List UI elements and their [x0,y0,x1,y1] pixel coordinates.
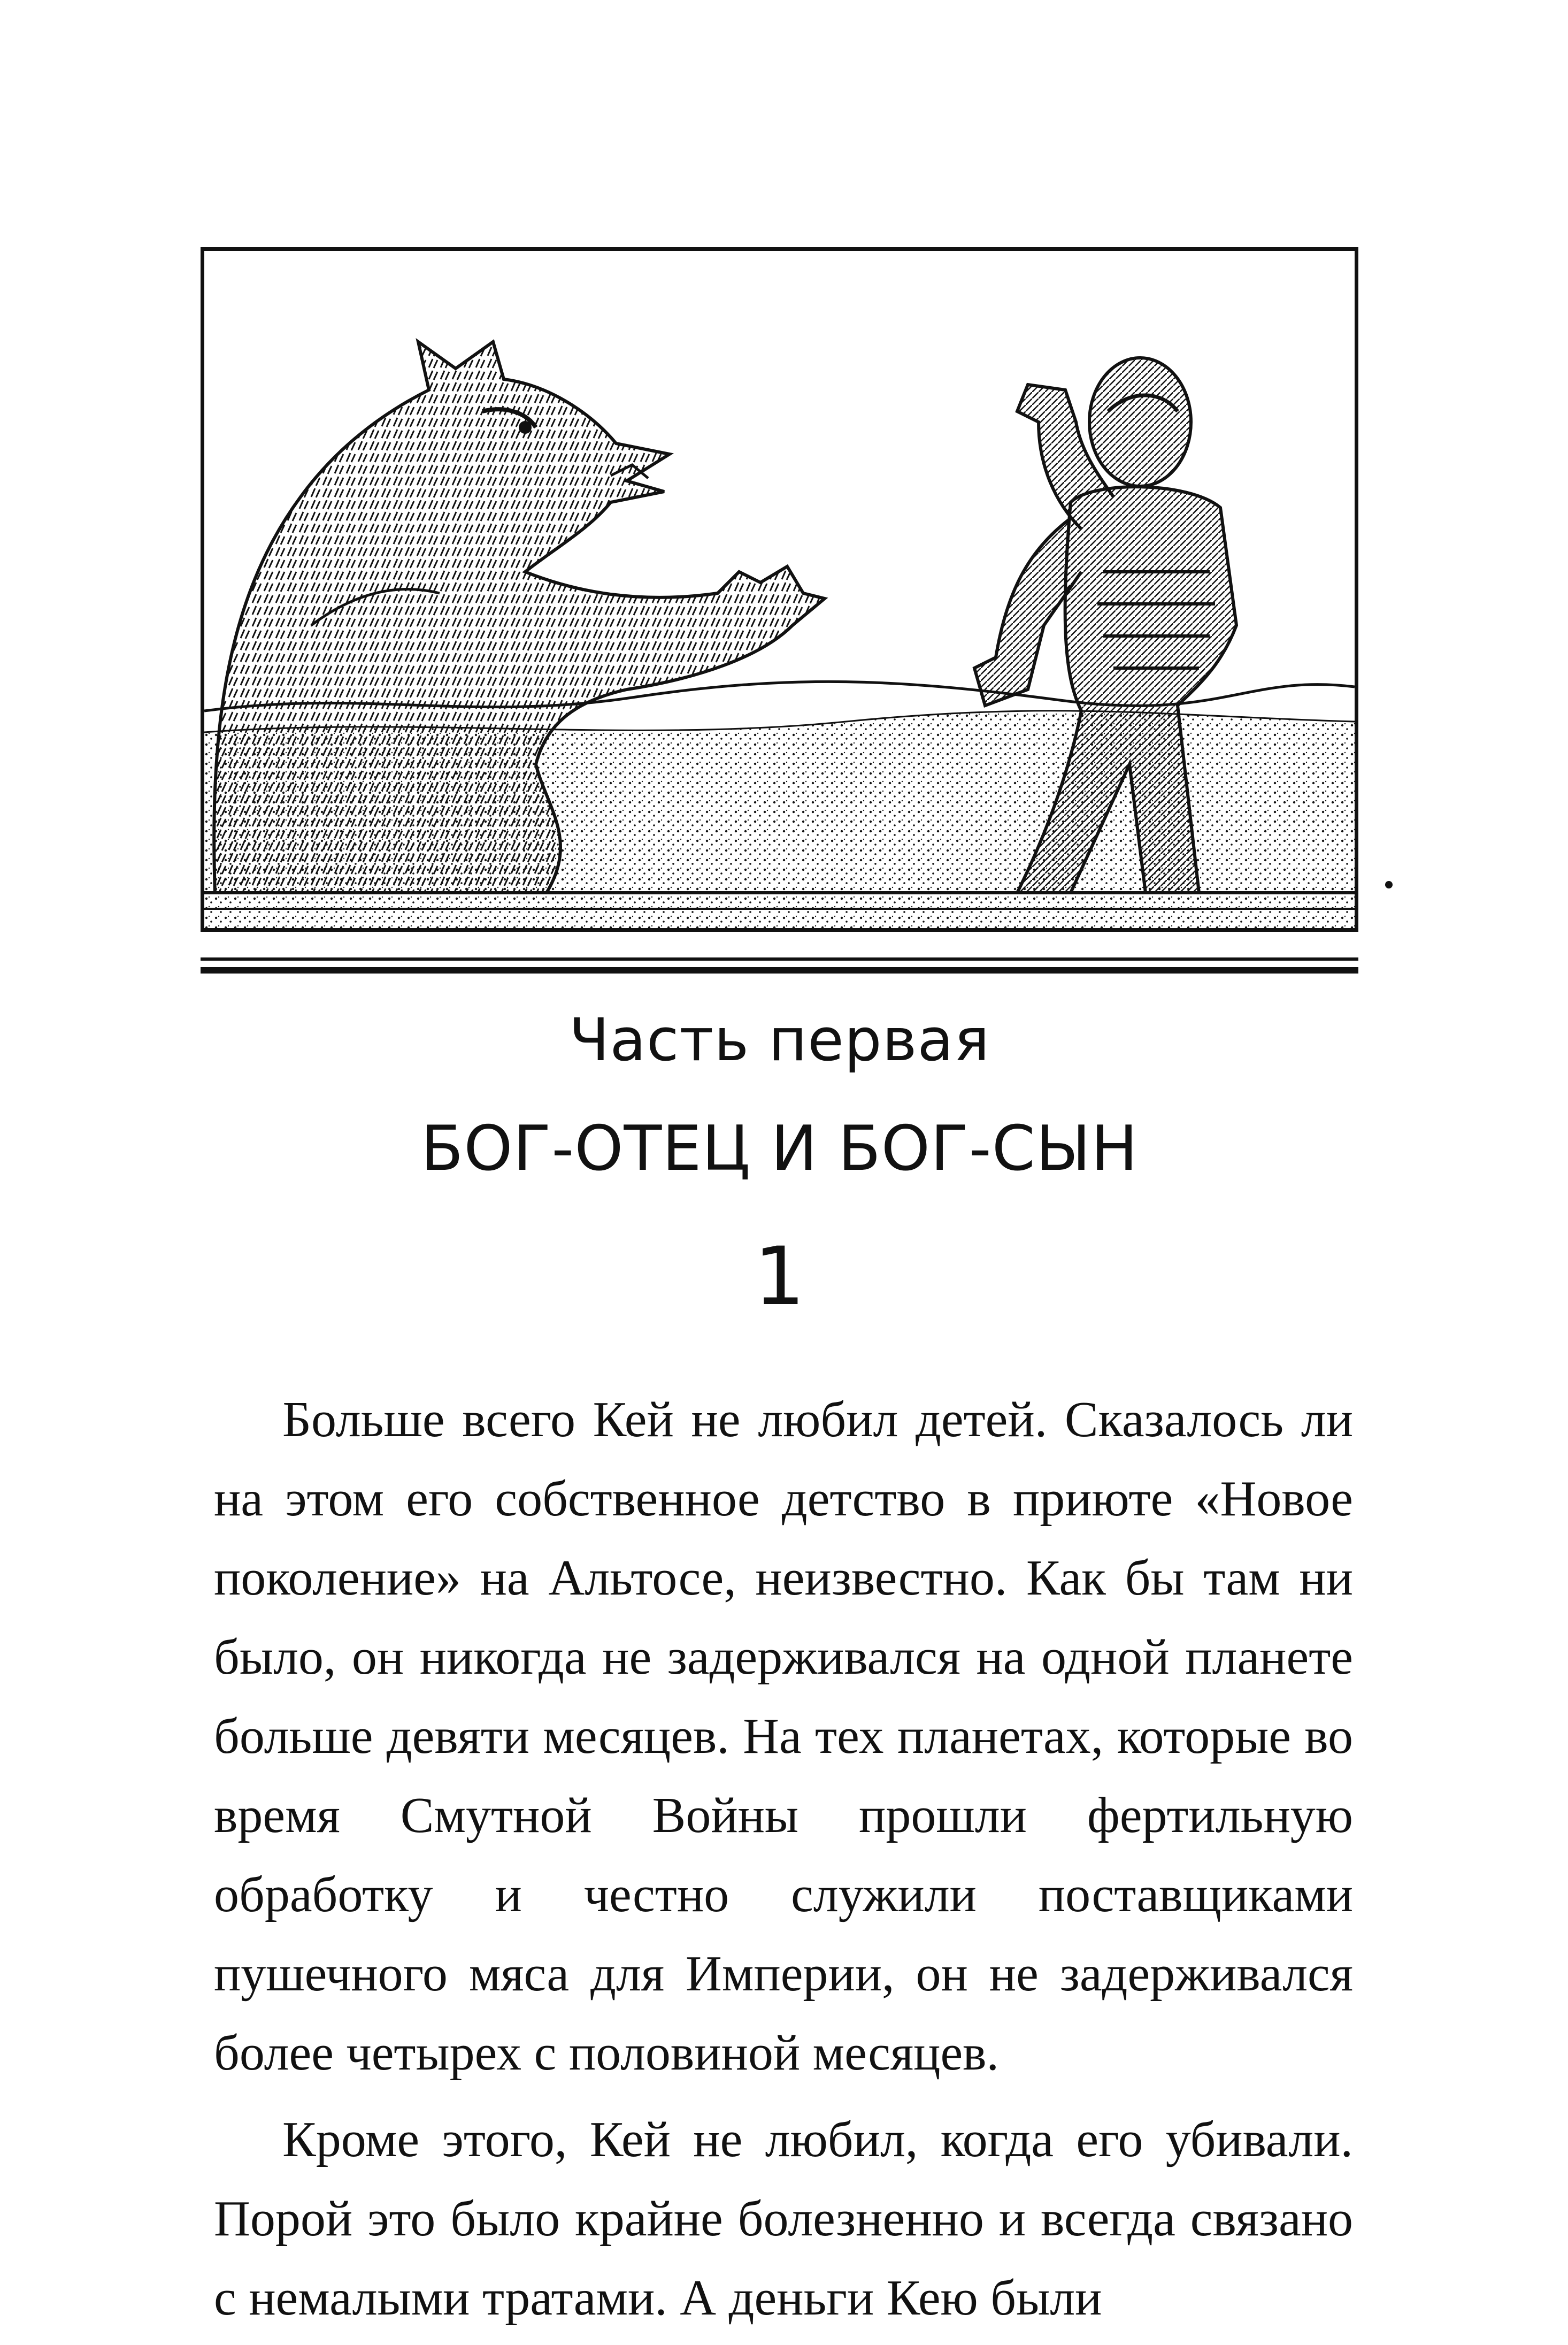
chapter-illustration [201,247,1358,932]
part-title: БОГ-ОТЕЦ И БОГ-СЫН [420,1113,1139,1185]
print-speck [1385,881,1393,888]
divider-rule-thin [201,957,1358,961]
body-text [214,1380,1353,2345]
paragraph: Кроме этого, Кей не любил, когда его убивали. Порой это было крайне болезненно и всегда связано с немалыми тратами. А деньги Кею были [214,2112,1353,2326]
part-label: Часть первая [569,1006,990,1074]
divider-rule-thick [201,967,1358,974]
chapter-number: 1 [754,1230,805,1323]
werewolf-vs-armored-warrior-engraving-icon [204,251,1355,928]
paragraph: Больше всего Кей не любил детей. Сказалось ли на этом его собственное детство в приюте «Новое поколение» на Альтосе, неизвестно. Как бы там ни было, он никогда не задерживался на одной планете больше девяти месяцев. На тех планетах, которые во время Смутной Войны прошли фертильную обработку и честно служили поставщиками пушечного мяса для Империи, он не задерживался более четырех с половиной месяцев. [214,1392,1353,2081]
